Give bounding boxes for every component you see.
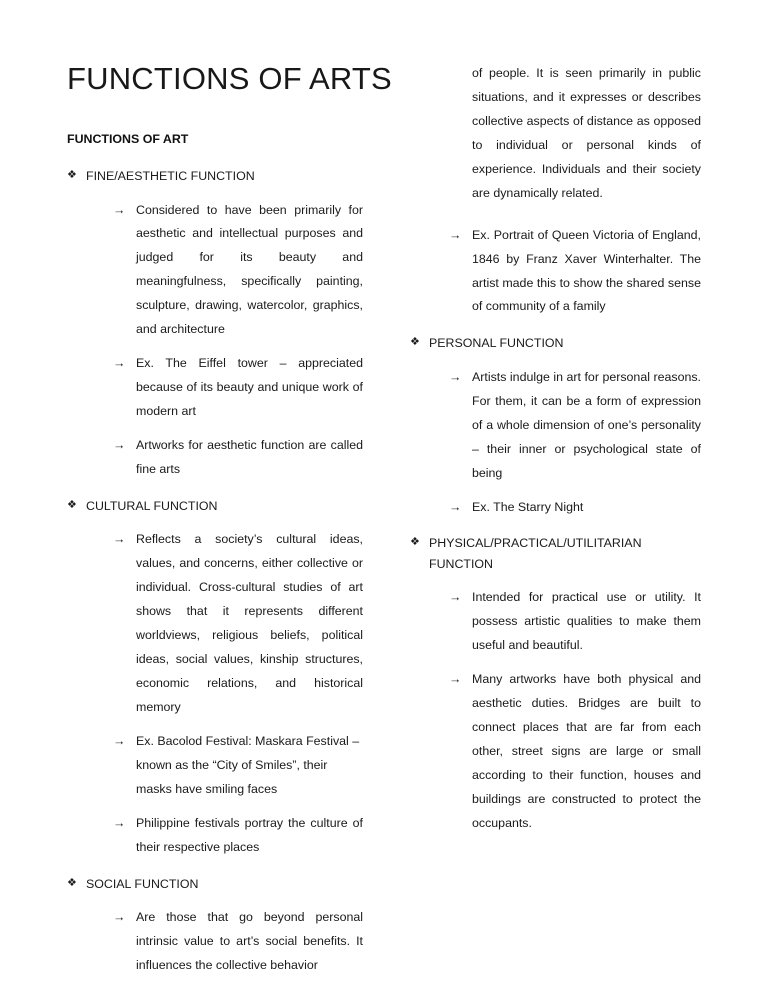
arrow-right-icon: → bbox=[113, 356, 126, 371]
arrow-right-icon: → bbox=[449, 227, 462, 242]
list-item-text: Ex. The Starry Night bbox=[472, 499, 584, 514]
arrow-right-icon: → bbox=[449, 590, 462, 605]
arrow-right-icon: → bbox=[113, 202, 126, 217]
list-item-text: Artists indulge in art for personal reasons. For them, it can be a form of expression of a whole dimension of one’s personality – their inner or psychological state of being bbox=[472, 369, 701, 480]
list-item-text: Artworks for aesthetic function are called fine arts bbox=[136, 437, 363, 476]
list-item-text: Intended for practical use or utility. It possess artistic qualities to make them useful and beautiful. bbox=[472, 590, 701, 653]
section-label-functions-of-art: FUNCTIONS OF ART bbox=[67, 132, 189, 147]
list-item-text: Philippine festivals portray the culture of their respective places bbox=[136, 815, 363, 854]
heading-social-function bbox=[67, 874, 363, 894]
heading-label: PHYSICAL/PRACTICAL/UTILITARIAN FUNCTION bbox=[429, 536, 642, 571]
heading-label: CULTURAL FUNCTION bbox=[86, 498, 218, 513]
continuation-paragraph: of people. It is seen primarily in public situations, and it expresses or describes collective aspects of distance as opposed to individual or personal kinds of experience. Individuals and their society are dynamically related. bbox=[472, 66, 701, 200]
arrow-right-icon: → bbox=[449, 369, 462, 384]
heading-physical-practical-utilitarian-function bbox=[410, 533, 701, 574]
page-title: FUNCTIONS OF ARTS bbox=[67, 61, 392, 96]
right-column bbox=[410, 62, 701, 846]
list-item-text: Are those that go beyond personal intrinsic value to art’s social benefits. It influences the collective behavior bbox=[136, 909, 363, 972]
list-item-text: Reflects a society’s cultural ideas, values, and concerns, either collective or individual. Cross-cultural studies of art shows that it represents different worldviews, religious beliefs, political ideas, social values, kinship structures, economic relations, and historical memory bbox=[136, 532, 363, 714]
list-item bbox=[67, 434, 363, 482]
list-item-text: Ex. Portrait of Queen Victoria of England, 1846 by Franz Xaver Winterhalter. The artist made this to show the shared sense of community of a family bbox=[472, 227, 701, 314]
list-item bbox=[410, 224, 701, 320]
diamond-bullet-icon: ❖ bbox=[410, 336, 420, 349]
arrow-right-icon: → bbox=[113, 437, 126, 452]
list-item bbox=[67, 352, 363, 424]
heading-cultural-function bbox=[67, 496, 363, 516]
list-item-text: Many artworks have both physical and aesthetic duties. Bridges are built to connect places that are far from each other, street signs are large or small according to their function, houses and buildings are constructed to protect the occupants. bbox=[472, 672, 701, 830]
heading-label: PERSONAL FUNCTION bbox=[429, 336, 564, 351]
arrow-right-icon: → bbox=[113, 733, 126, 748]
list-item bbox=[410, 668, 701, 836]
list-item-text: Considered to have been primarily for aesthetic and intellectual purposes and judged for its beauty and meaningfulness, specifically painting, sculpture, drawing, watercolor, graphics, and architecture bbox=[136, 202, 363, 337]
diamond-bullet-icon: ❖ bbox=[410, 536, 420, 549]
list-item bbox=[410, 366, 701, 486]
heading-label: FINE/AESTHETIC FUNCTION bbox=[86, 169, 255, 184]
list-item bbox=[410, 496, 701, 520]
list-item-text: Ex. The Eiffel tower – appreciated because of its beauty and unique work of modern art bbox=[136, 356, 363, 419]
list-item bbox=[67, 528, 363, 720]
arrow-right-icon: → bbox=[113, 532, 126, 547]
heading-fine-aesthetic-function bbox=[67, 166, 363, 186]
arrow-right-icon: → bbox=[113, 909, 126, 924]
list-item bbox=[67, 906, 363, 978]
heading-label: SOCIAL FUNCTION bbox=[86, 876, 199, 891]
list-item bbox=[67, 812, 363, 860]
left-column bbox=[67, 61, 392, 988]
list-item-text: Ex. Bacolod Festival: Maskara Festival – known as the “City of Smiles”, their masks have smiling faces bbox=[136, 733, 360, 796]
list-item bbox=[67, 199, 363, 343]
diamond-bullet-icon: ❖ bbox=[67, 498, 77, 511]
arrow-right-icon: → bbox=[113, 815, 126, 830]
heading-personal-function bbox=[410, 333, 701, 353]
list-item bbox=[410, 586, 701, 658]
list-item bbox=[67, 730, 363, 802]
diamond-bullet-icon: ❖ bbox=[67, 169, 77, 182]
arrow-right-icon: → bbox=[449, 499, 462, 514]
arrow-right-icon: → bbox=[449, 672, 462, 687]
diamond-bullet-icon: ❖ bbox=[67, 876, 77, 889]
